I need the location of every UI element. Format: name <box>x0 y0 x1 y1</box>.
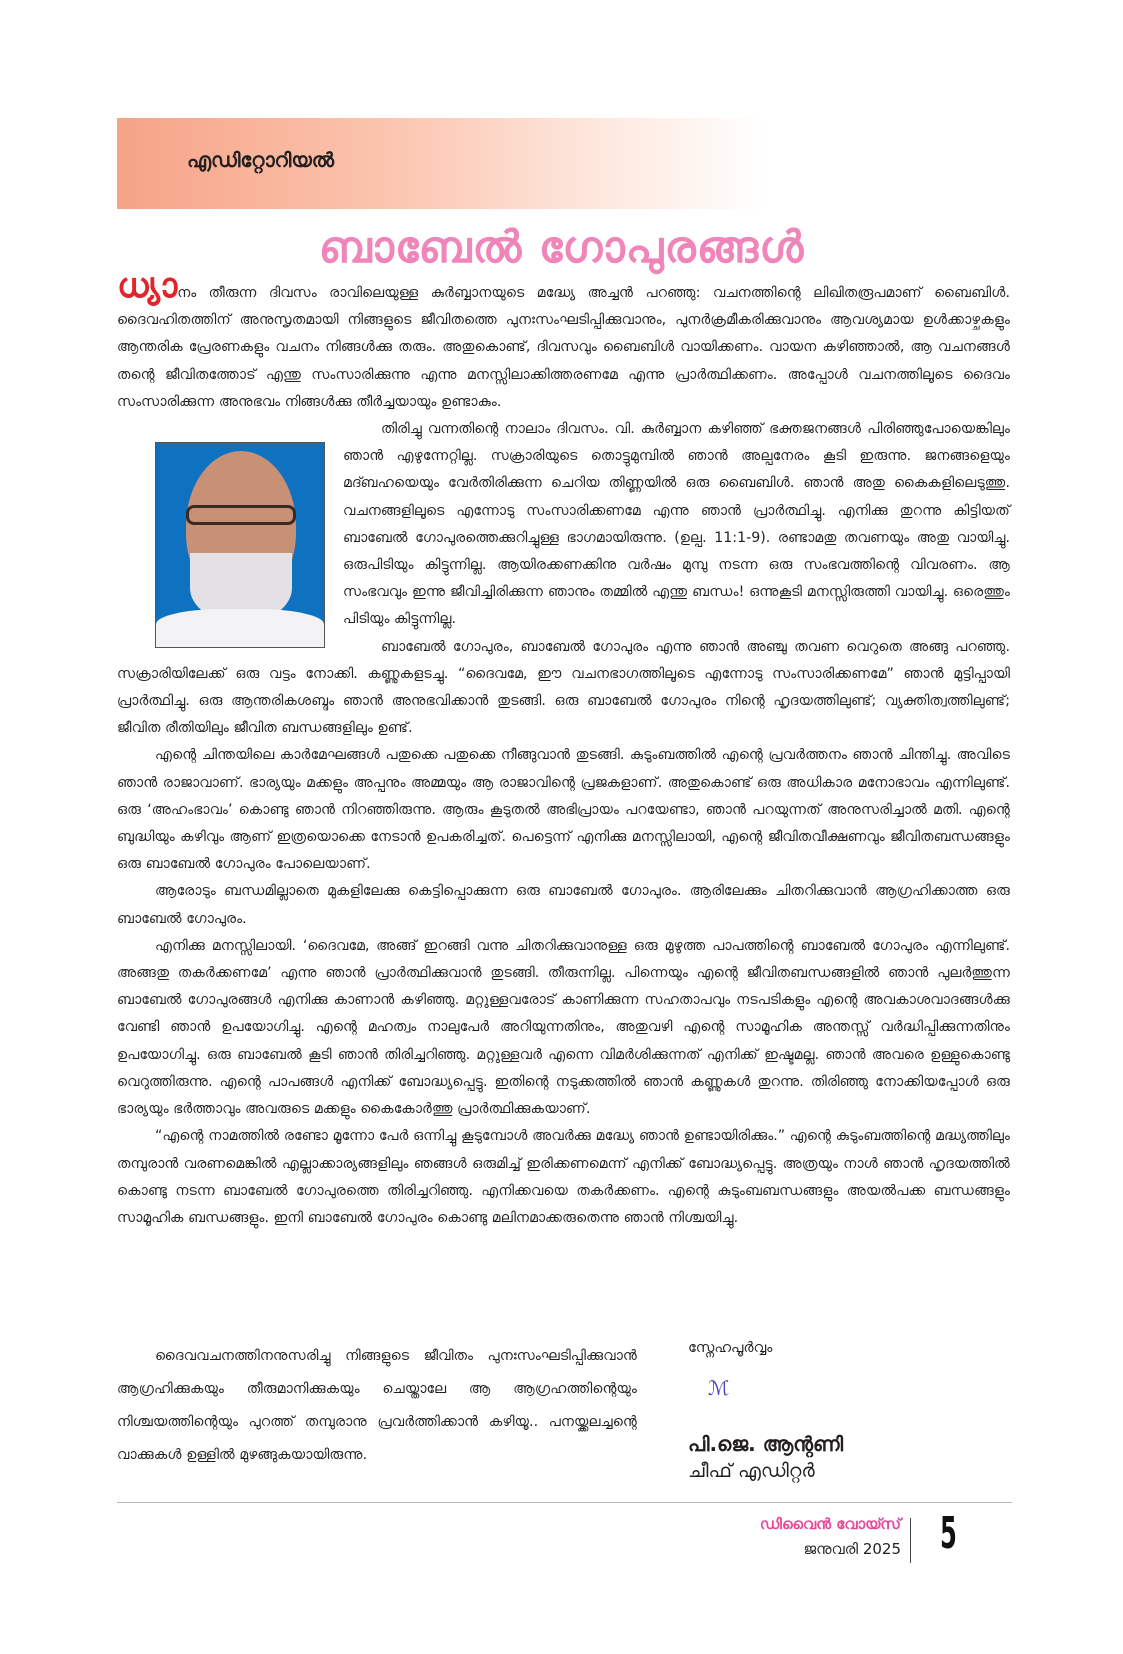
footer-rule <box>117 1502 1012 1503</box>
footer-divider <box>910 1518 911 1563</box>
signature-scribble: ℳ <box>708 1376 730 1400</box>
photo-shirt <box>156 609 324 647</box>
signature-role: ചീഫ് എഡിറ്റർ <box>688 1460 815 1482</box>
section-banner <box>117 118 767 209</box>
signature-greeting: സ്നേഹപൂർവ്വം <box>688 1340 773 1356</box>
drop-cap: ധ്യാ <box>117 266 178 306</box>
paragraph-1: ധ്യാനം തീരുന്ന ദിവസം രാവിലെയുള്ള കുർബ്ബാനയുടെ മദ്ധ്യേ അച്ചൻ പറഞ്ഞു: വചനത്തിന്റെ ലിഖിതരൂപമാണ് ബൈബിൾ. ദൈവഹിതത്തിന് അനുസൃതമായി നിങ്ങളുടെ ജീവിതത്തെ പുനഃസംഘടിപ്പിക്കുവാനും, പുനർക്രമീകരിക്കുവാനും ആവശ്യമായ ഉൾക്കാഴ്ചകളും ആന്തരിക പ്രേരണകളും വചനം നിങ്ങൾക്കു തരും. അതുകൊണ്ട്, ദിവസവും ബൈബിൾ വായിക്കണം. വായന കഴിഞ്ഞാൽ, ആ വചനങ്ങൾ തന്റെ ജീവിതത്തോട് എന്തു സംസാരിക്കുന്നു എന്നു മനസ്സിലാക്കിത്തരണമേ എന്നു പ്രാർത്ഥിക്കണം. അപ്പോൾ വചനത്തിലൂടെ ദൈവം സംസാരിക്കുന്ന അനുഭവം നിങ്ങൾക്കു തീർച്ചയായും ഉണ്ടാകും. <box>117 266 1010 410</box>
paragraph-4: എന്റെ ചിന്തയിലെ കാർമേഘങ്ങൾ പതുക്കെ പതുക്കെ നീങ്ങുവാൻ തുടങ്ങി. കുടുംബത്തിൽ എന്റെ പ്രവർത്തനം ഞാൻ ചിന്തിച്ചു. അവിടെ ഞാൻ രാജാവാണ്. ഭാര്യയും മക്കളും അപ്പനും അമ്മയും ആ രാജാവിന്റെ പ്രജകളാണ്. അതുകൊണ്ട് ഒരു അധികാര മനോഭാവം എന്നിലുണ്ട്. ഒരു ‘അഹംഭാവം’ കൊണ്ടു ഞാൻ നിറഞ്ഞിരുന്നു. ആരും കൂടുതൽ അഭിപ്രായം പറയേണ്ടാ, ഞാൻ പറയുന്നത് അനുസരിച്ചാൽ മതി. എന്റെ ബുദ്ധിയും കഴിവും ആണ് ഇത്രയൊക്കെ നേടാൻ ഉപകരിച്ചത്. പെട്ടെന്ന് എനിക്കു മനസ്സിലായി, എന്റെ ജീവിതവീക്ഷണവും ജീവിതബന്ധങ്ങളും ഒരു ബാബേൽ ഗോപുരം പോലെയാണ്. <box>117 747 1010 873</box>
closing-paragraph: ദൈവവചനത്തിനനുസരിച്ചു നിങ്ങളുടെ ജീവിതം പുനഃസംഘടിപ്പിക്കുവാൻ ആഗ്രഹിക്കുകയും തീരുമാനിക്കുകയും ചെയ്താലേ ആ ആഗ്രഹത്തിന്റെയും നിശ്ചയത്തിന്റെയും പുറത്ത് തമ്പുരാനു പ്രവർത്തിക്കാൻ കഴിയൂ.. പനയ്ക്കലച്ചന്റെ വാക്കുകൾ ഉള്ളിൽ മുഴങ്ങുകയായിരുന്നു. <box>117 1348 637 1463</box>
section-label: എഡിറ്റോറിയൽ <box>187 148 335 172</box>
signature-name: പി.ജെ. ആന്റണി <box>688 1432 844 1456</box>
paragraph-6: എനിക്കു മനസ്സിലായി. ‘ദൈവമേ, അങ്ങ് ഇറങ്ങി വന്നു ചിതറിക്കുവാനുള്ള ഒരു മുഴുത്ത പാപത്തിന്റെ ബാബേൽ ഗോപുരം എന്നിലുണ്ട്. അങ്ങതു തകർക്കണമേ’ എന്നു ഞാൻ പ്രാർത്ഥിക്കുവാൻ തുടങ്ങി. തീരുന്നില്ല. പിന്നെയും എന്റെ ജീവിതബന്ധങ്ങളിൽ ഞാൻ പുലർത്തുന്ന ബാബേൽ ഗോപുരങ്ങൾ എനിക്കു കാണാൻ കഴിഞ്ഞു. മറ്റുള്ളവരോട് കാണിക്കുന്ന സഹതാപവും നടപടികളും എന്റെ അവകാശവാദങ്ങൾക്കു വേണ്ടി ഞാൻ ഉപയോഗിച്ചു. എന്റെ മഹത്വം നാലുപേർ അറിയുന്നതിനും, അതുവഴി എന്റെ സാമൂഹിക അന്തസ്സ് വർദ്ധിപ്പിക്കുന്നതിനും ഉപയോഗിച്ചു. ഒരു ബാബേൽ കൂടി ഞാൻ തിരിച്ചറിഞ്ഞു. മറ്റുള്ളവർ എന്നെ വിമർശിക്കുന്നത് എനിക്ക് ഇഷ്ടമല്ല. ഞാൻ അവരെ ഉള്ളുകൊണ്ടു വെറുത്തിരുന്നു. എന്റെ പാപങ്ങൾ എനിക്ക് ബോദ്ധ്യപ്പെട്ടു. ഇതിന്റെ നടുക്കത്തിൽ ഞാൻ കണ്ണുകൾ തുറന്നു. തിരിഞ്ഞു നോക്കിയപ്പോൾ ഒരു ഭാര്യയും ഭർത്താവും അവരുടെ മക്കളും കൈകോർത്തു പ്രാർത്ഥിക്കുകയാണ്. <box>117 937 1010 1118</box>
paragraph-3: ബാബേൽ ഗോപുരം, ബാബേൽ ഗോപുരം എന്നു ഞാൻ അഞ്ചു തവണ വെറുതെ അങ്ങു പറഞ്ഞു. സക്രാരിയിലേക്ക് ഒരു വട്ടം നോക്കി. കണ്ണുകളടച്ചു. “ദൈവമേ, ഈ വചനഭാഗത്തിലൂടെ എന്നോടു സംസാരിക്കണമേ” ഞാൻ മുട്ടിപ്പായി പ്രാർത്ഥിച്ചു. ഒരു ആന്തരികശബ്ദം ഞാൻ അനുഭവിക്കാൻ തുടങ്ങി. ഒരു ബാബേൽ ഗോപുരം നിന്റെ ഹൃദയത്തിലുണ്ട്; വ്യക്തിത്വത്തിലുണ്ട്; ജീവിത രീതിയിലും ജീവിത ബന്ധങ്ങളിലും ഉണ്ട്. <box>117 638 1010 737</box>
paragraph-5: ആരോടും ബന്ധമില്ലാതെ മുകളിലേക്കു കെട്ടിപ്പൊക്കുന്ന ഒരു ബാബേൽ ഗോപുരം. ആരിലേക്കും ചിതറിക്കുവാൻ ആഗ്രഹിക്കാത്ത ഒരു ബാബേൽ ഗോപുരം. <box>117 883 1010 927</box>
paragraph-2: തിരിച്ചു വന്നതിന്റെ നാലാം ദിവസം. വി. കുർബ്ബാന കഴിഞ്ഞ് ഭക്തജനങ്ങൾ പിരിഞ്ഞുപോയെങ്കിലും ഞാൻ എഴുന്നേറ്റില്ല. സക്രാരിയുടെ തൊട്ടുമുമ്പിൽ ഞാൻ അല്പനേരം കൂടി ഇരുന്നു. ജനങ്ങളെയും മദ്ബഹയെയും വേർതിരിക്കുന്ന ചെറിയ തിണ്ണയിൽ ഒരു ബൈബിൾ. ഞാൻ അതു കൈകളിലെടുത്തു. വചനങ്ങളിലൂടെ എന്നോടു സംസാരിക്കണമേ എന്നു ഞാൻ പ്രാർത്ഥിച്ചു. എനിക്കു തുറന്നു കിട്ടിയത് ബാബേൽ ഗോപുരത്തെക്കുറിച്ചുള്ള ഭാഗമായിരുന്നു. (ഉല്പ. 11:1-9). രണ്ടാമതു തവണയും അതു വായിച്ചു. ഒരുപിടിയും കിട്ടുന്നില്ല. ആയിരക്കണക്കിനു വർഷം മുമ്പു നടന്ന ഒരു സംഭവത്തിന്റെ വിവരണം. ആ സംഭവവും ഇന്നു ജീവിച്ചിരിക്കുന്ന ഞാനും തമ്മിൽ എന്തു ബന്ധം! ഒന്നുകൂടി മനസ്സിരുത്തി വായിച്ചു. ഒരെത്തും പിടിയും കിട്ടുന്നില്ല. <box>343 421 1010 628</box>
article-title: ബാബേൽ ഗോപുരങ്ങൾ <box>318 222 805 273</box>
paragraph-7: “എന്റെ നാമത്തിൽ രണ്ടോ മൂന്നോ പേർ ഒന്നിച്ചു കൂടുമ്പോൾ അവർക്കു മദ്ധ്യേ ഞാൻ ഉണ്ടായിരിക്കും.” എന്റെ കുടുംബത്തിന്റെ മദ്ധ്യത്തിലും തമ്പുരാൻ വരണമെങ്കിൽ എല്ലാക്കാര്യങ്ങളിലും ഞങ്ങൾ ഒരുമിച്ച് ഇരിക്കണമെന്ന് എനിക്ക് ബോദ്ധ്യപ്പെട്ടു. അത്രയും നാൾ ഞാൻ ഹൃദയത്തിൽ കൊണ്ടു നടന്ന ബാബേൽ ഗോപുരത്തെ തിരിച്ചറിഞ്ഞു. എനിക്കവയെ തകർക്കണം. എന്റെ കുടുംബബന്ധങ്ങളും അയൽപക്ക ബന്ധങ്ങളും സാമൂഹിക ബന്ധങ്ങളും. ഇനി ബാബേൽ ഗോപുരം കൊണ്ടു മലിനമാക്കരുതെന്നു ഞാൻ നിശ്ചയിച്ചു. <box>117 1128 1011 1226</box>
signature-block <box>688 1340 844 1482</box>
article-body <box>117 266 1011 1232</box>
author-photo <box>155 442 325 648</box>
publication-name: ഡിവൈൻ വോയ്സ് <box>759 1515 901 1533</box>
issue-date: ജനുവരി 2025 <box>803 1540 901 1558</box>
photo-glasses <box>186 505 296 525</box>
page-number: 5 <box>940 1508 957 1559</box>
